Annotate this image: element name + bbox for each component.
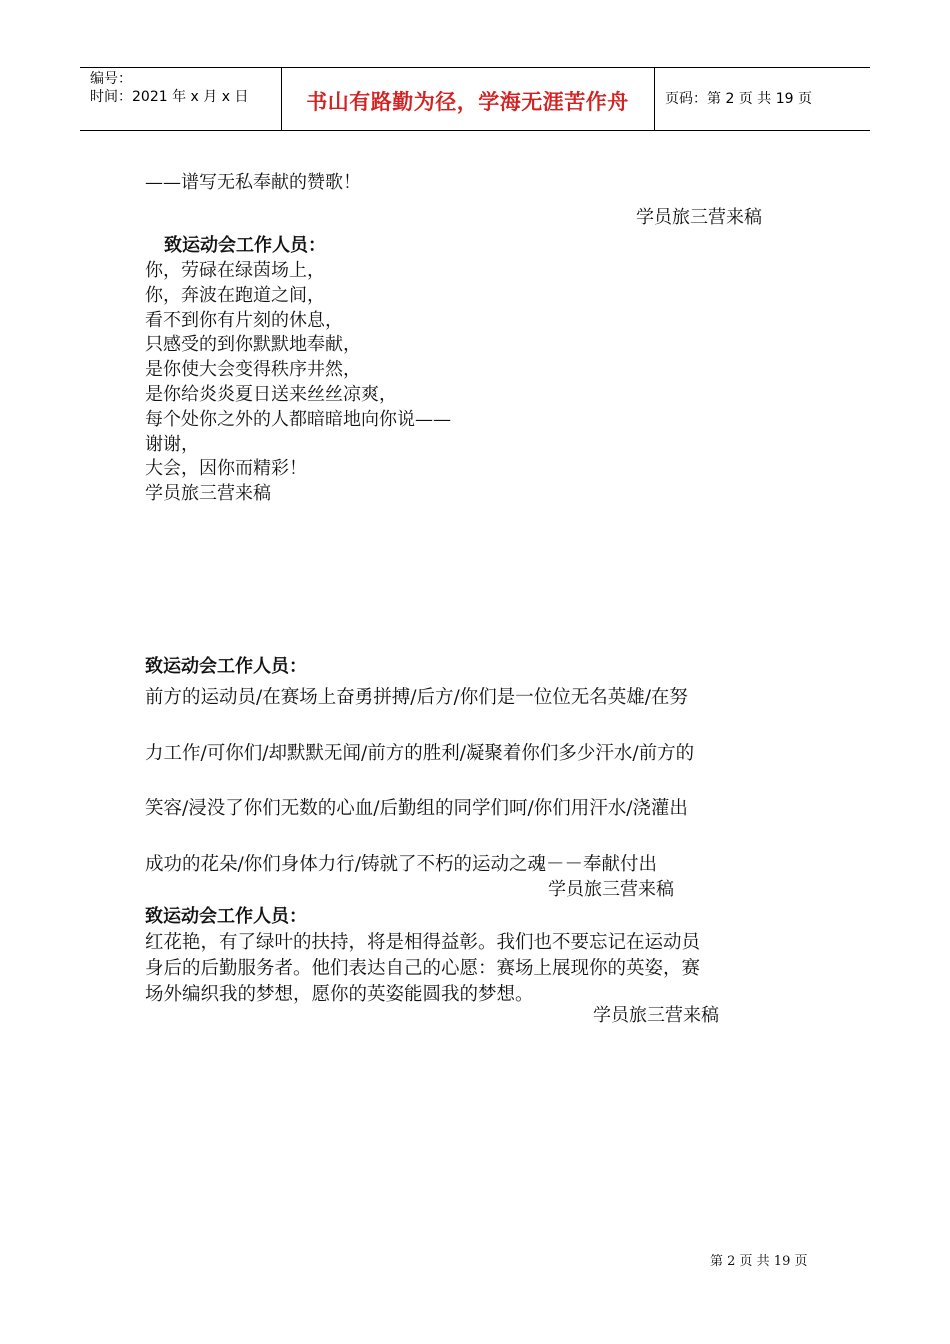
prose-line: 身后的后勤服务者。他们表达自己的心愿：赛场上展现你的英姿，赛 [145, 958, 701, 979]
poem-line: 只感受的到你默默地奉献， [145, 334, 361, 356]
header-meta-cell [80, 68, 282, 130]
poem-line: 谢谢， [145, 433, 199, 455]
poem-line: 大会，因你而精彩！ [145, 458, 307, 480]
header-page-info: 页码：第 2 页 共 19 页 [665, 91, 812, 107]
section1-byline: 学员旅三营来稿 [636, 207, 762, 228]
prose-line: 场外编织我的梦想，愿你的英姿能圆我的梦想。 [145, 984, 534, 1005]
header-page-cell [655, 68, 870, 130]
prose-line: 力工作/可你们/却默默无闻/前方的胜利/凝聚着你们多少汗水/前方的 [145, 742, 695, 764]
section2-heading: 致运动会工作人员： [164, 235, 326, 256]
prose-line: 红花艳，有了绿叶的扶持，将是相得益彰。我们也不要忘记在运动员 [145, 932, 701, 953]
section4-heading: 致运动会工作人员： [145, 906, 307, 927]
poem-line: 你，劳碌在绿茵场上， [145, 260, 325, 281]
section2-poem [145, 259, 451, 507]
poem-line: 你，奔波在跑道之间， [145, 284, 325, 306]
header-motto-cell [281, 68, 655, 130]
prose-line: 笑容/浸没了你们无数的心血/后勤组的同学们呵/你们用汗水/浇灌出 [145, 798, 688, 819]
poem-line: 每个处你之外的人都暗暗地向你说—— [145, 408, 451, 430]
page-footer: 第 2 页 共 19 页 [710, 1254, 808, 1269]
header-time-label: 时间：2021 年 x 月 x 日 [90, 89, 249, 105]
page-header [80, 67, 870, 131]
header-motto: 书山有路勤为径，学海无涯苦作舟 [306, 89, 629, 114]
section3-heading: 致运动会工作人员： [145, 656, 307, 677]
section4-body [145, 930, 815, 1008]
poem-line: 是你使大会变得秩序井然， [145, 359, 361, 381]
section3-byline: 学员旅三营来稿 [548, 879, 674, 900]
poem-line: 看不到你有片刻的休息， [145, 309, 343, 331]
prose-line: 成功的花朵/你们身体力行/铸就了不朽的运动之魂－－奉献付出 [145, 853, 657, 875]
section4-byline: 学员旅三营来稿 [593, 1005, 719, 1026]
prose-line: 前方的运动员/在赛场上奋勇拼搏/后方/你们是一位位无名英雄/在努 [145, 687, 688, 708]
poem-byline: 学员旅三营来稿 [145, 483, 271, 505]
poem-line: 是你给炎炎夏日送来丝丝凉爽， [145, 383, 397, 405]
header-number-label: 编号： [90, 71, 132, 87]
section3-body [145, 686, 810, 908]
section1-subtitle: ——谱写无私奉献的赞歌！ [145, 172, 361, 193]
